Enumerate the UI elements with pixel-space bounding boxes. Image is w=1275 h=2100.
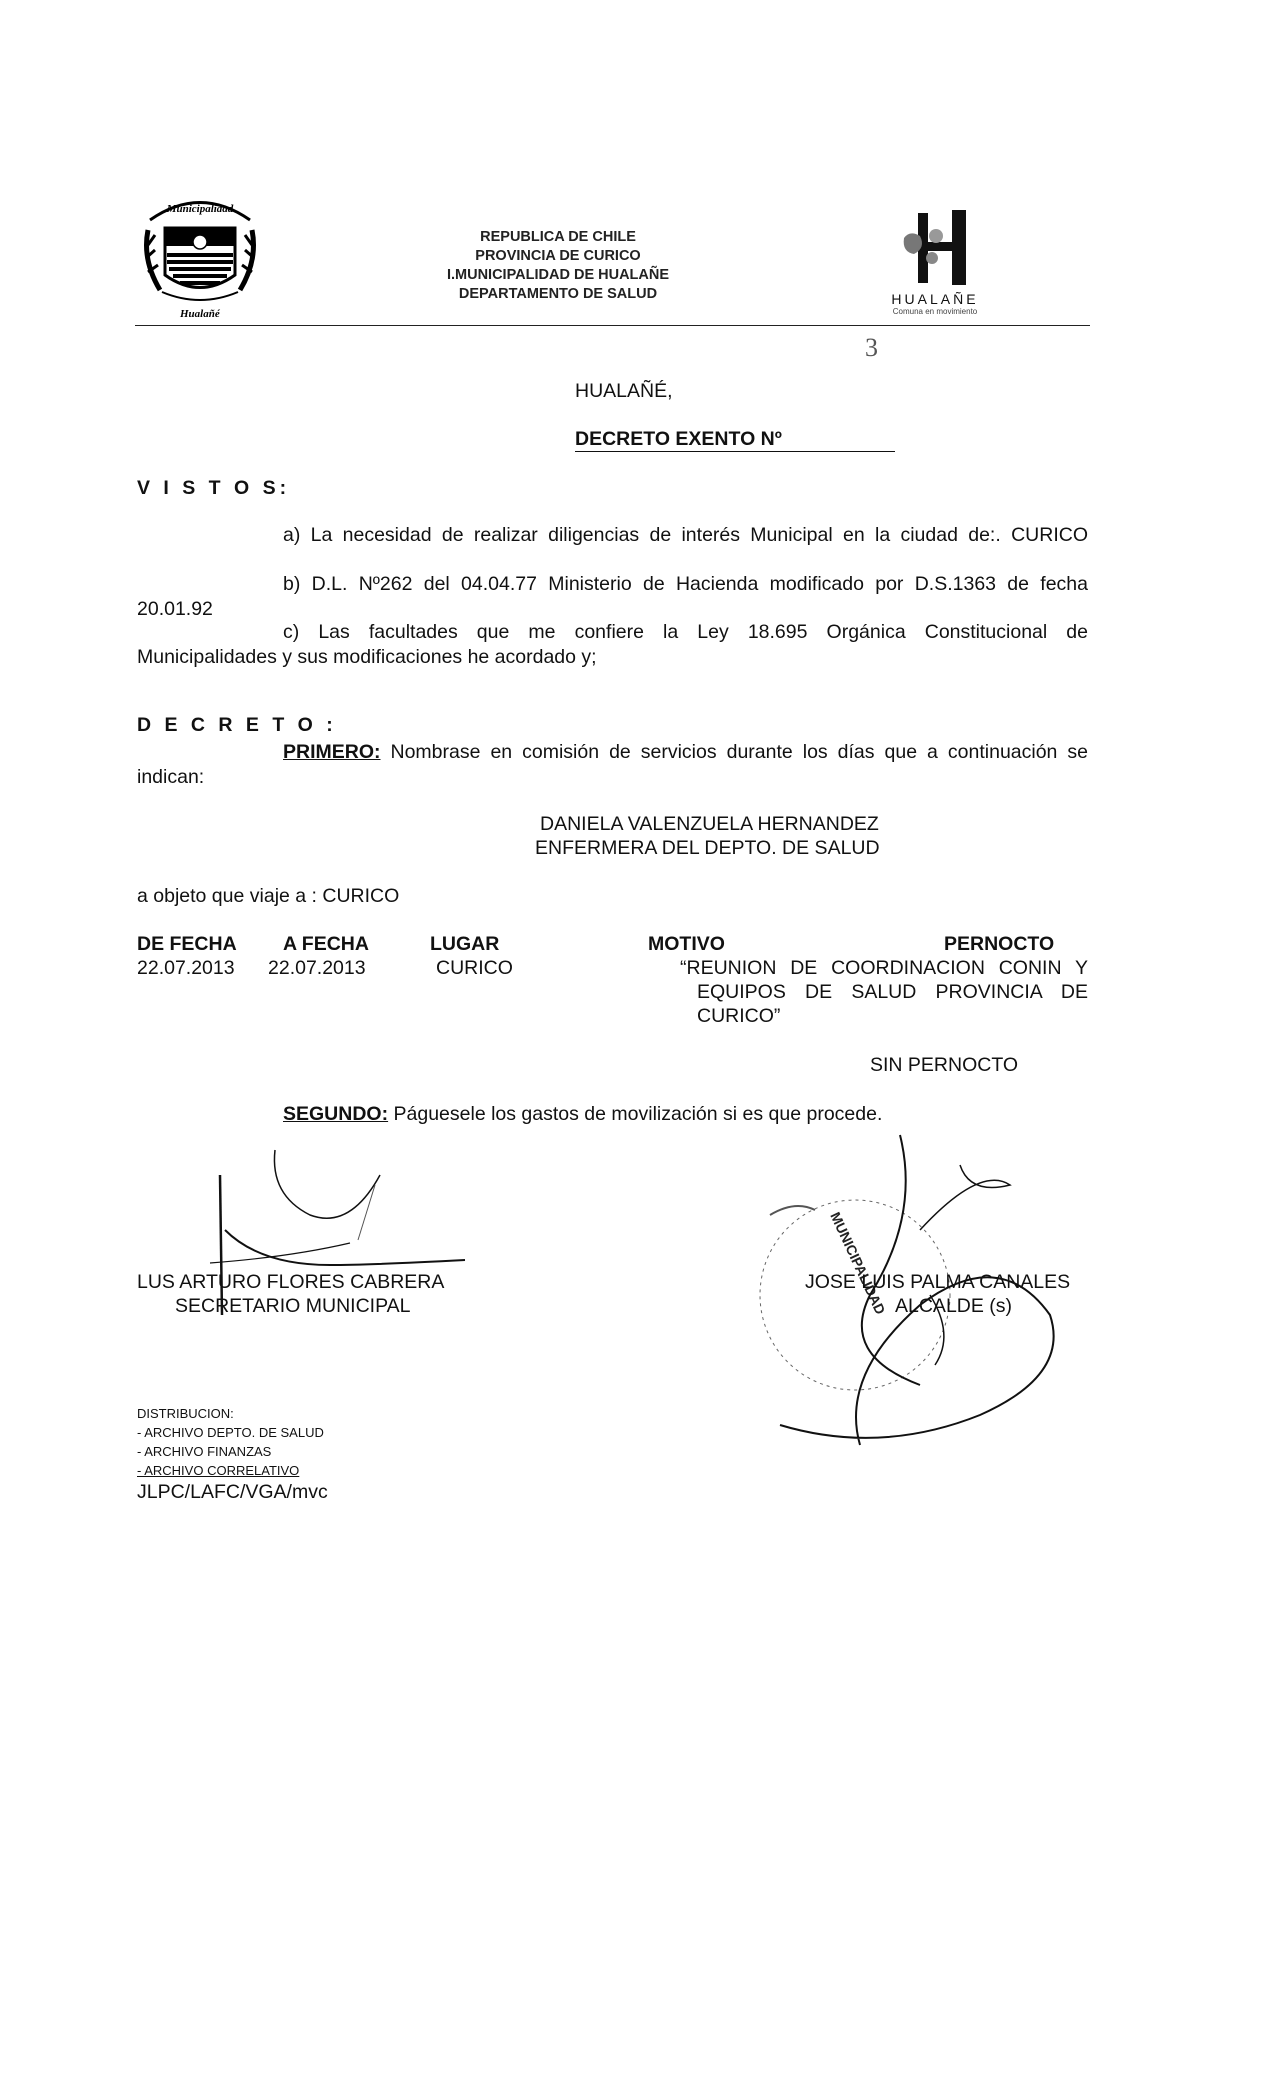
reference-initials: JLPC/LAFC/VGA/mvc (137, 1481, 328, 1503)
distribution-heading: DISTRIBUCION: (137, 1406, 234, 1421)
stamp-number: 3 (865, 333, 878, 362)
left-signatory-role: SECRETARIO MUNICIPAL (175, 1295, 411, 1317)
segundo-label: SEGUNDO: (283, 1103, 389, 1125)
right-signatory-name: JOSE LUIS PALMA CANALES (805, 1271, 1071, 1293)
vistos-b-line1: b) D.L. Nº262 del 04.04.77 Ministerio de Hacienda modificado por D.S.1363 de fecha (283, 573, 1088, 595)
primero-label: PRIMERO: (283, 741, 381, 763)
header-republic: REPUBLICA DE CHILE (480, 229, 636, 245)
vistos-heading: V I S T O S: (137, 477, 291, 499)
decree-title-text: DECRETO EXENTO Nº (575, 428, 782, 450)
decreto-heading: D E C R E T O : (137, 714, 337, 736)
primero-line2: indican: (137, 766, 205, 788)
header-divider (135, 325, 1090, 326)
distribution-item: - ARCHIVO FINANZAS (137, 1444, 272, 1459)
cell-motive-line2: EQUIPOS DE SALUD PROVINCIA DE (697, 981, 1088, 1003)
cell-place: CURICO (436, 957, 513, 979)
place-date: HUALAÑÉ, (575, 380, 673, 402)
cell-from: 22.07.2013 (137, 957, 235, 979)
col-header-motive: MOTIVO (648, 933, 725, 955)
header-municipality: I.MUNICIPALIDAD DE HUALAÑE (446, 267, 670, 283)
svg-text:Hualañé: Hualañé (180, 308, 220, 320)
vistos-c-line2: Municipalidades y sus modificaciones he acordado y; (137, 646, 597, 668)
segundo-text: Páguesele los gastos de movilización si es que procede. (388, 1103, 883, 1125)
header-province: PROVINCIA DE CURICO (475, 248, 641, 264)
primero-text: Nombrase en comisión de servicios durante los días que a continuación se (380, 741, 1088, 763)
cell-motive-line1: “REUNION DE COORDINACION CONIN Y (680, 957, 1088, 979)
cell-motive-line3: CURICO” (697, 1005, 781, 1027)
col-header-place: LUGAR (430, 933, 500, 955)
right-signatory-role: ALCALDE (s) (895, 1295, 1013, 1317)
logo-name: HUALAÑE (891, 291, 979, 307)
header-department: DEPARTAMENTO DE SALUD (458, 286, 658, 299)
vistos-b-line2: 20.01.92 (137, 598, 213, 620)
primero-paragraph (283, 740, 1088, 764)
vistos-c-line1: c) Las facultades que me confiere la Ley 18.695 Orgánica Constitucional de (283, 621, 1088, 643)
col-header-from: DE FECHA (137, 933, 237, 955)
segundo-paragraph (283, 1102, 882, 1126)
left-signatory-name: LUS ARTURO FLORES CABRERA (137, 1271, 445, 1293)
distribution-item: - ARCHIVO CORRELATIVO (137, 1463, 300, 1478)
travel-destination: a objeto que viaje a : CURICO (137, 885, 400, 907)
municipal-seal (140, 190, 260, 320)
decree-title (575, 427, 895, 452)
person-name: DANIELA VALENZUELA HERNANDEZ (540, 813, 879, 835)
stamp-text: MUNICIPALIDAD (827, 1209, 889, 1317)
col-header-to: A FECHA (283, 933, 369, 955)
vistos-a: a) La necesidad de realizar diligencias de interés Municipal en la ciudad de:. CURICO (283, 524, 1088, 546)
distribution-item: - ARCHIVO DEPTO. DE SALUD (137, 1425, 324, 1440)
col-header-overnight: PERNOCTO (944, 933, 1055, 955)
person-role: ENFERMERA DEL DEPTO. DE SALUD (535, 837, 880, 859)
cell-overnight: SIN PERNOCTO (870, 1054, 1019, 1076)
logo-tagline: Comuna en movimiento (892, 307, 978, 316)
cell-to: 22.07.2013 (268, 957, 366, 979)
left-signature (200, 1135, 480, 1355)
hualane-logo (880, 208, 990, 318)
svg-text:Municipalidad: Municipalidad (166, 203, 234, 215)
